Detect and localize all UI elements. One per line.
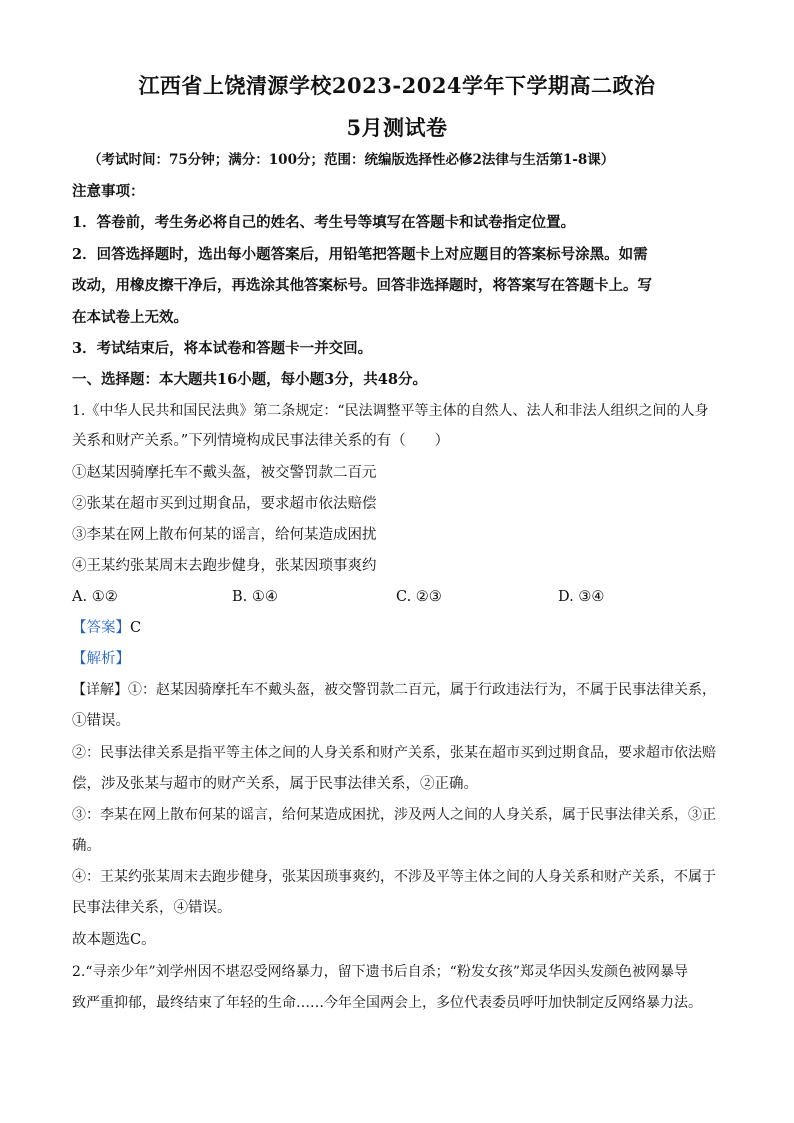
- analysis-line: 民事法律关系，④错误。: [72, 900, 232, 916]
- question-stem: 1.《中华人民共和国民法典》第二条规定：“民法调整平等主体的自然人、法人和非法人组织之间的人身: [72, 403, 709, 419]
- notice-item: 3．考试结束后，将本试卷和答题卡一并交回。: [72, 340, 373, 357]
- answer-label: 【答案】: [72, 620, 130, 636]
- analysis-line: 偿，涉及张某与超市的财产关系，属于民事法律关系，②正确。: [72, 776, 478, 792]
- answer-value: C: [130, 620, 142, 636]
- analysis-line: ③：李某在网上散布何某的谣言，给何某造成困扰，涉及两人之间的人身关系，属于民事法律关系，③正: [72, 807, 716, 823]
- page-title: 江西省上饶清源学校2023-2024学年下学期高二政治: [138, 73, 656, 98]
- analysis-label: 【解析】: [72, 651, 130, 667]
- notice-item: 1．答卷前，考生务必将自己的姓名、考生号等填写在答题卡和试卷指定位置。: [72, 214, 576, 231]
- notice-item: 在本试卷上无效。: [72, 309, 188, 326]
- analysis-line: 确。: [72, 838, 101, 854]
- analysis-line: ④：王某约张某周末去跑步健身，张某因琐事爽约，不涉及平等主体之间的人身关系和财产关系，不属于: [72, 869, 716, 885]
- question-item: ①赵某因骑摩托车不戴头盔，被交警罚款二百元: [72, 465, 377, 481]
- notice-heading: 注意事项：: [72, 183, 145, 200]
- analysis-line: ②：民事法律关系是指平等主体之间的人身关系和财产关系，张某在超市买到过期食品，要求超市依法赔: [72, 745, 716, 761]
- question-item: ④王某约张某周末去跑步健身，张某因琐事爽约: [72, 558, 377, 574]
- notice-item: 2．回答选择题时，选出每小题答案后，用铅笔把答题卡上对应题目的答案标号涂黑。如需: [72, 246, 648, 263]
- option-d: D. ③④: [558, 589, 605, 605]
- question-item: ③李某在网上散布何某的谣言，给何某造成困扰: [72, 527, 377, 543]
- conclusion-line: 故本题选C。: [72, 932, 156, 948]
- section-heading: 一、选择题：本大题共16小题，每小题3分，共48分。: [72, 371, 427, 388]
- analysis-line: ①错误。: [72, 713, 130, 729]
- option-b: B. ①④: [232, 589, 278, 605]
- page-title-line2: 5月测试卷: [346, 115, 448, 140]
- question-item: ②张某在超市买到过期食品，要求超市依法赔偿: [72, 496, 377, 512]
- exam-subtitle: （考试时间：75分钟；满分：100分；范围：统编版选择性必修2法律与生活第1-8课）: [88, 152, 615, 168]
- answer-line: [72, 618, 732, 638]
- question-stem: 致严重抑郁，最终结束了年轻的生命……今年全国两会上，多位代表委员呼吁加快制定反网络暴力法。: [72, 995, 702, 1011]
- notice-item: 改动，用橡皮擦干净后，再选涂其他答案标号。回答非选择题时，将答案写在答题卡上。写: [72, 277, 652, 294]
- analysis-line: 【详解】①：赵某因骑摩托车不戴头盔，被交警罚款二百元，属于行政违法行为，不属于民事法律关系，: [72, 682, 716, 698]
- question-stem: 关系和财产关系。”下列情境构成民事法律关系的有（ ）: [72, 433, 450, 449]
- option-a: A. ①②: [72, 589, 118, 605]
- question-stem: 2.“寻亲少年”刘学州因不堪忍受网络暴力，留下遗书后自杀；“粉发女孩”郑灵华因头发颜色被网暴导: [72, 964, 688, 980]
- option-c: C. ②③: [396, 589, 442, 605]
